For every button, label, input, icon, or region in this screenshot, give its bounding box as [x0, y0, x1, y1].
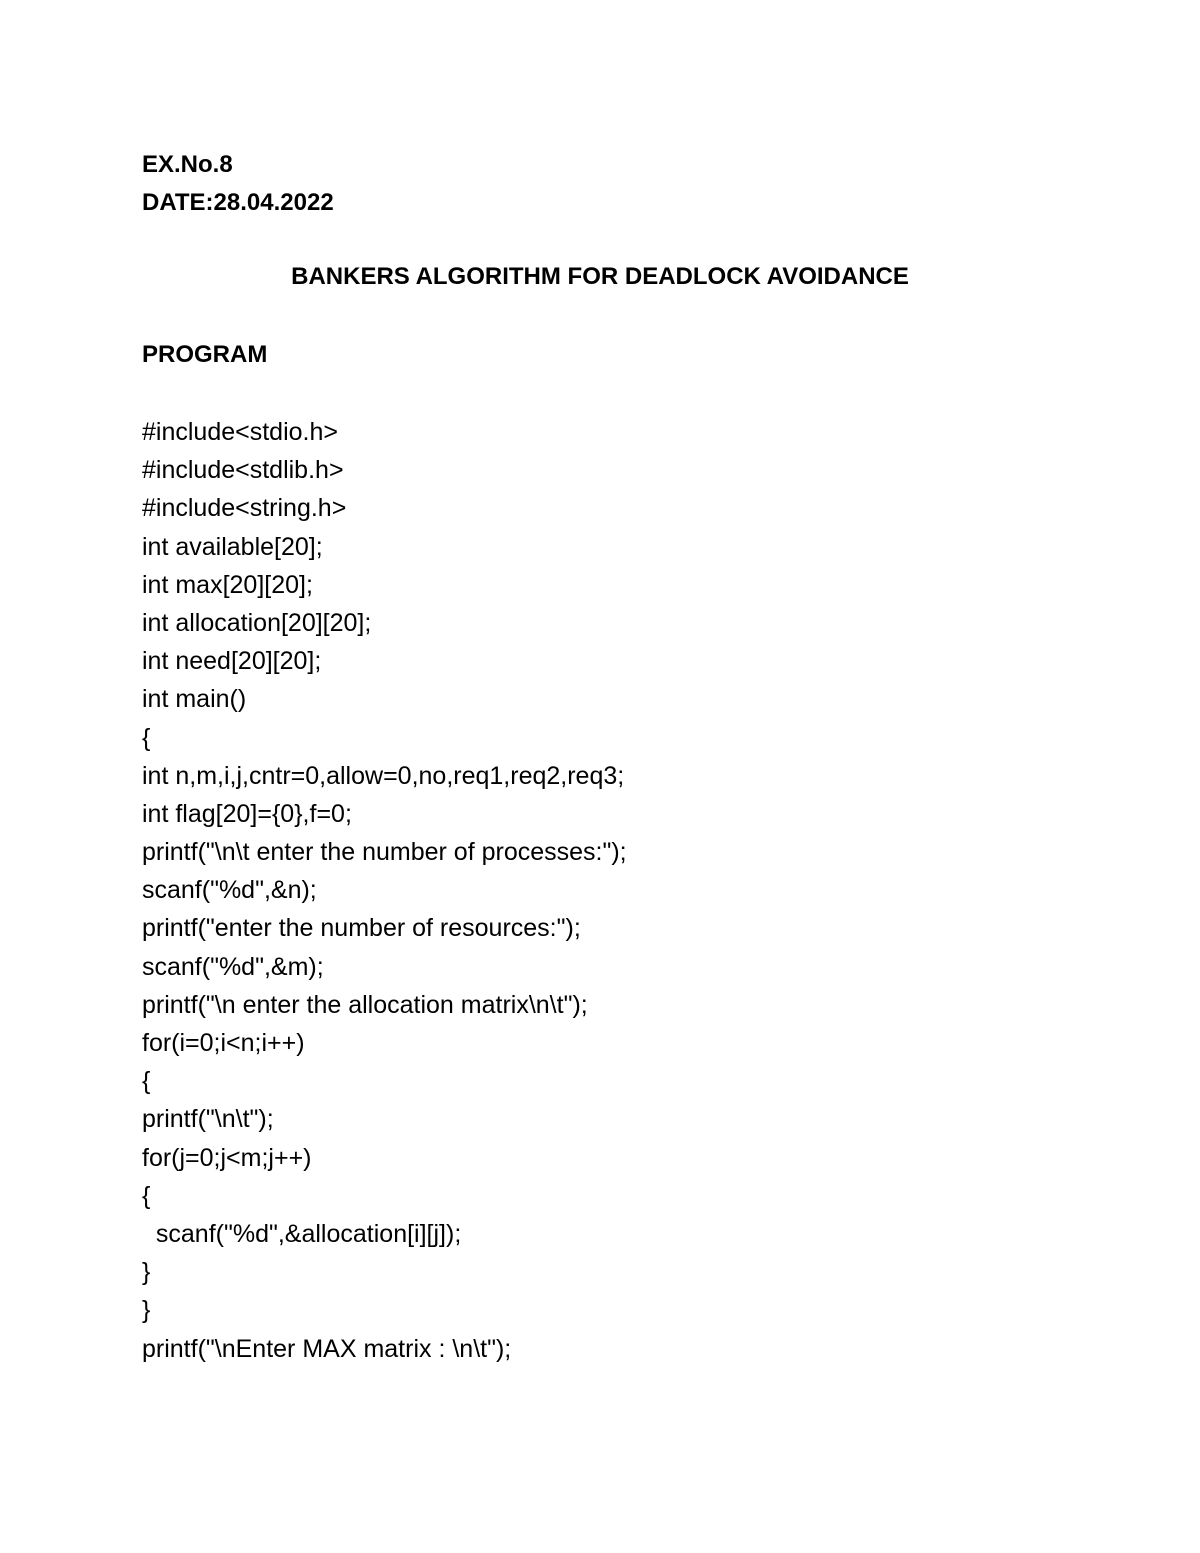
code-line: int main(): [142, 685, 247, 714]
code-line: int available[20];: [142, 532, 323, 561]
code-line: int need[20][20];: [142, 647, 322, 676]
code-line: {: [142, 1181, 151, 1210]
code-line: }: [142, 1296, 151, 1325]
code-line: scanf("%d",&n);: [142, 876, 317, 905]
section-heading-program: PROGRAM: [142, 341, 268, 368]
code-line: printf("\n enter the allocation matrix\n\t");: [142, 990, 588, 1019]
code-line: #include<string.h>: [142, 494, 347, 523]
code-line: }: [142, 1258, 151, 1287]
code-line: scanf("%d",&m);: [142, 952, 324, 981]
exercise-number: EX.No.8: [142, 151, 233, 178]
code-line: int max[20][20];: [142, 570, 313, 599]
code-line: for(i=0;i<n;i++): [142, 1029, 305, 1057]
document-title: BANKERS ALGORITHM FOR DEADLOCK AVOIDANCE: [291, 263, 909, 290]
code-line: printf("\n\t");: [142, 1105, 274, 1134]
exercise-date: DATE:28.04.2022: [142, 189, 334, 216]
code-line: int n,m,i,j,cntr=0,allow=0,no,req1,req2,req3;: [142, 761, 625, 790]
code-line: printf("\n\t enter the number of processes:");: [142, 838, 627, 867]
code-line: int flag[20]={0},f=0;: [142, 799, 352, 828]
code-line: for(j=0;j<m;j++): [142, 1143, 312, 1172]
code-line: printf("enter the number of resources:");: [142, 914, 581, 943]
code-line: #include<stdio.h>: [142, 418, 338, 446]
code-line: printf("\nEnter MAX matrix : \n\t");: [142, 1334, 512, 1363]
code-line: #include<stdlib.h>: [142, 456, 344, 485]
code-line: int allocation[20][20];: [142, 608, 372, 637]
code-line: {: [142, 1067, 151, 1096]
code-line: {: [142, 723, 151, 752]
code-listing: [142, 418, 627, 1373]
code-line: scanf("%d",&allocation[i][j]);: [142, 1219, 462, 1248]
